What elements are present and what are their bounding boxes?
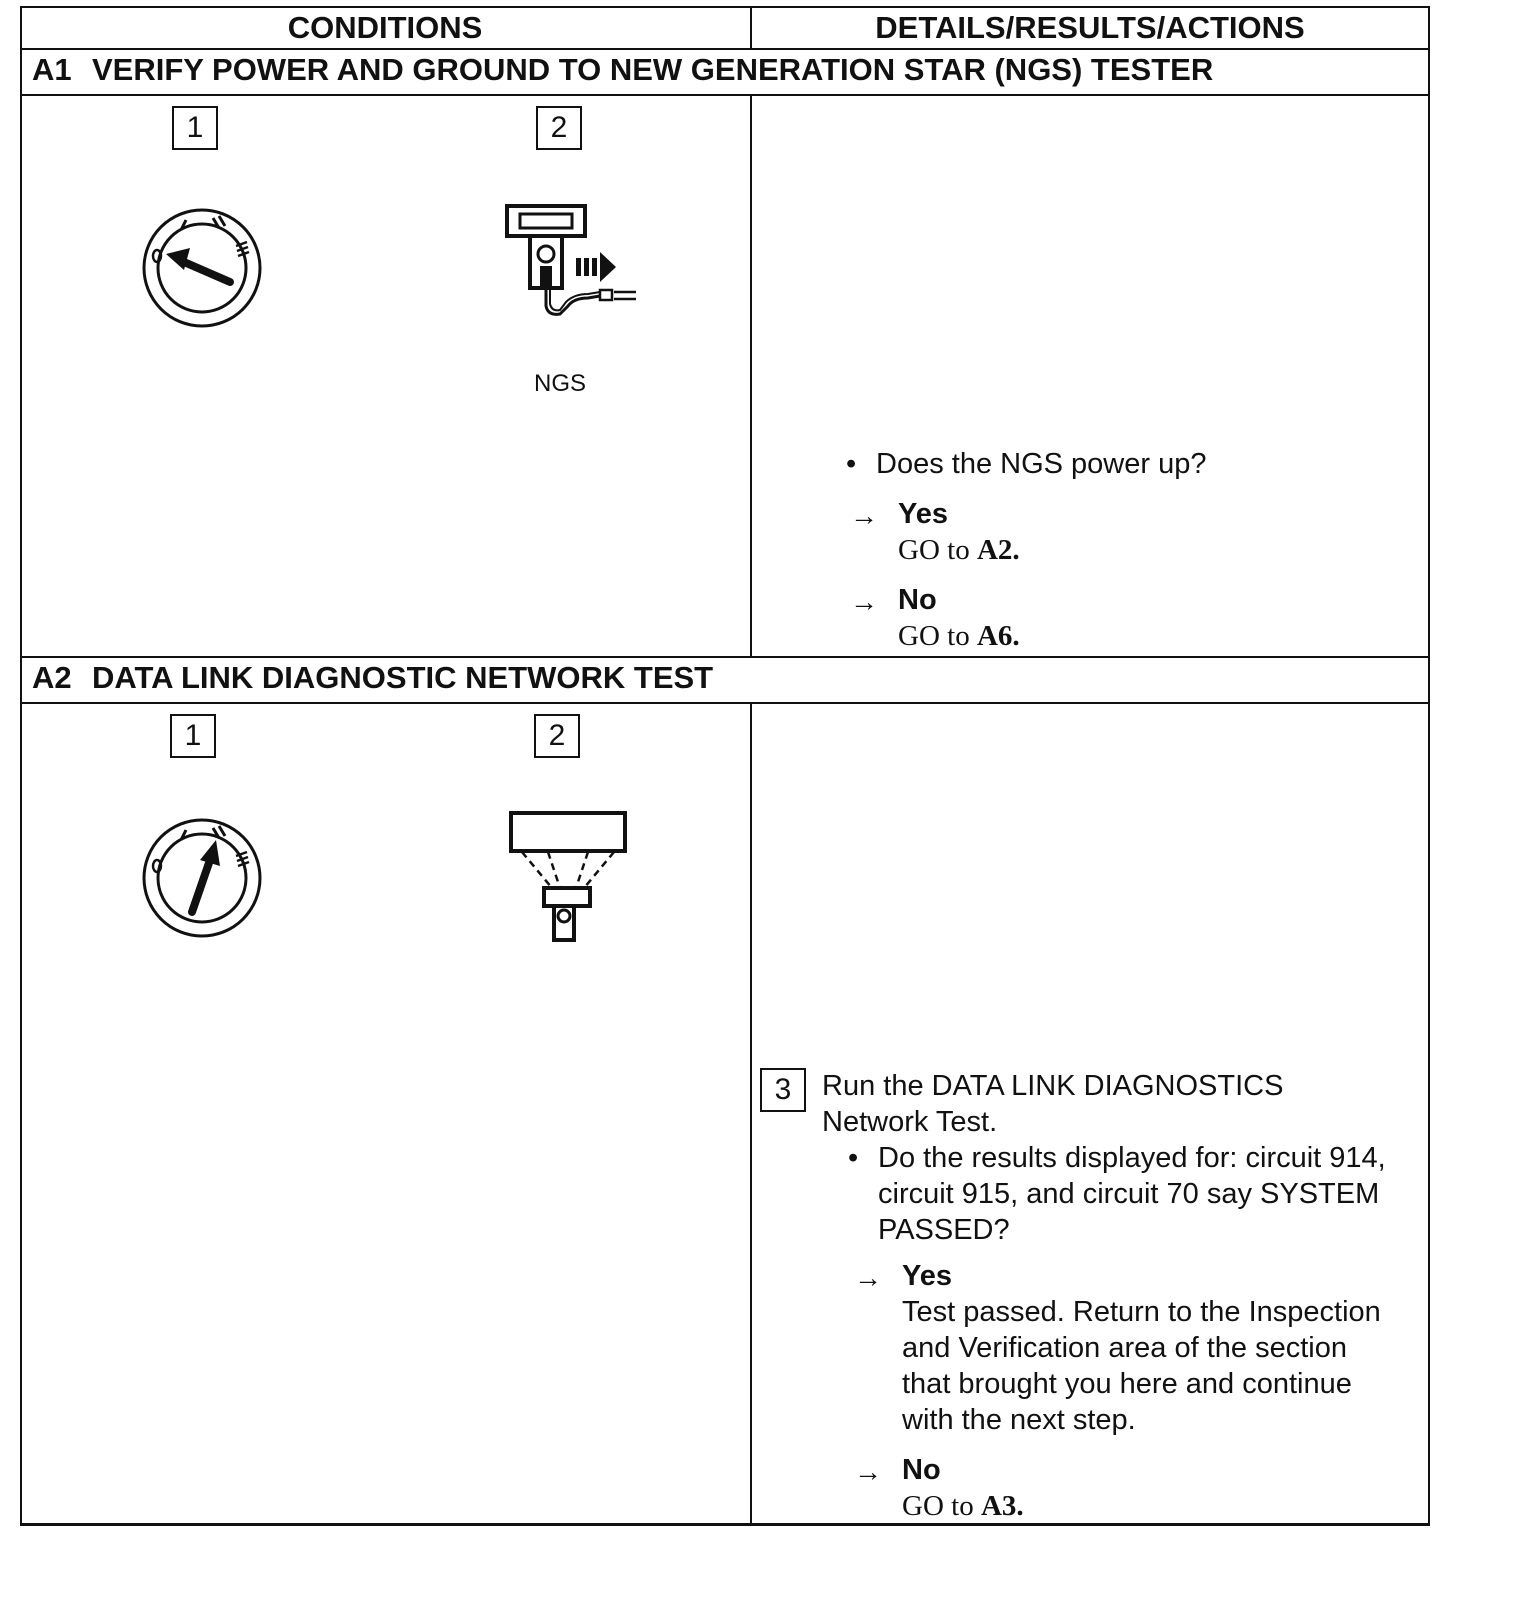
step-number-box: 2 [536,106,582,150]
table-top-border [20,6,1430,8]
yes-action [898,532,1020,568]
yes-action-line: with the next step. [902,1404,1136,1436]
no-label: No [898,584,937,616]
conditions-header: CONDITIONS [287,10,483,45]
ignition-switch-run-icon [140,816,264,940]
table-right-border [1428,6,1430,1526]
section-divider [20,656,1430,658]
yes-action-line: and Verification area of the section [902,1332,1347,1364]
a1-question: • Does the NGS power up? [876,446,1206,482]
section-heading: DATA LINK DIAGNOSTIC NETWORK TEST [92,660,714,695]
ngs-tester-connect-icon [504,202,644,332]
a1-title-divider [20,94,1430,96]
a2-instruction-line: Run the DATA LINK DIAGNOSTICS [822,1070,1284,1102]
a2-question-line: PASSED? [878,1214,1010,1246]
action-prefix: GO to [898,534,977,566]
a2-question-line: • Do the results displayed for: circuit 914, [878,1140,1386,1176]
yes-action-line: that brought you here and continue [902,1368,1352,1400]
yes-label: Yes [898,498,948,530]
header-divider [20,48,1430,50]
no-label: No [902,1454,941,1486]
ngs-caption: NGS [534,370,587,397]
diagnostic-table [20,6,1486,1586]
a2-question-line: circuit 915, and circuit 70 say SYSTEM [878,1178,1380,1210]
ignition-switch-off-icon [140,206,264,330]
action-target: A2. [976,534,1020,566]
yes-label: Yes [902,1260,952,1292]
yes-arrow: → [854,1262,882,1293]
action-target: A3. [980,1490,1024,1522]
action-prefix: GO to [902,1490,981,1522]
step-number-box: 1 [170,714,216,758]
table-left-border [20,6,22,1526]
column-divider-a2 [750,702,752,1524]
section-a2-title [32,660,713,696]
tester-to-dlc-icon [508,810,632,944]
details-header: DETAILS/RESULTS/ACTIONS [875,10,1305,45]
column-divider-a1 [750,94,752,657]
no-action [902,1488,1024,1524]
section-code: A1 [32,52,72,87]
no-action [898,618,1020,654]
a2-title-divider [20,702,1430,704]
action-target: A6. [976,620,1020,652]
section-code: A2 [32,660,72,695]
table-bottom-border [20,1523,1430,1526]
no-arrow: → [854,1456,882,1487]
section-a1-title [32,52,1213,88]
section-heading: VERIFY POWER AND GROUND TO NEW GENERATION STAR (NGS) TESTER [92,52,1214,87]
a2-instruction-line: Network Test. [822,1106,998,1138]
step-number-box: 2 [534,714,580,758]
no-arrow: → [850,586,878,617]
step-number-box: 3 [760,1068,806,1112]
action-prefix: GO to [898,620,977,652]
yes-arrow: → [850,500,878,531]
yes-action-line: Test passed. Return to the Inspection [902,1296,1381,1328]
step-number-box: 1 [172,106,218,150]
